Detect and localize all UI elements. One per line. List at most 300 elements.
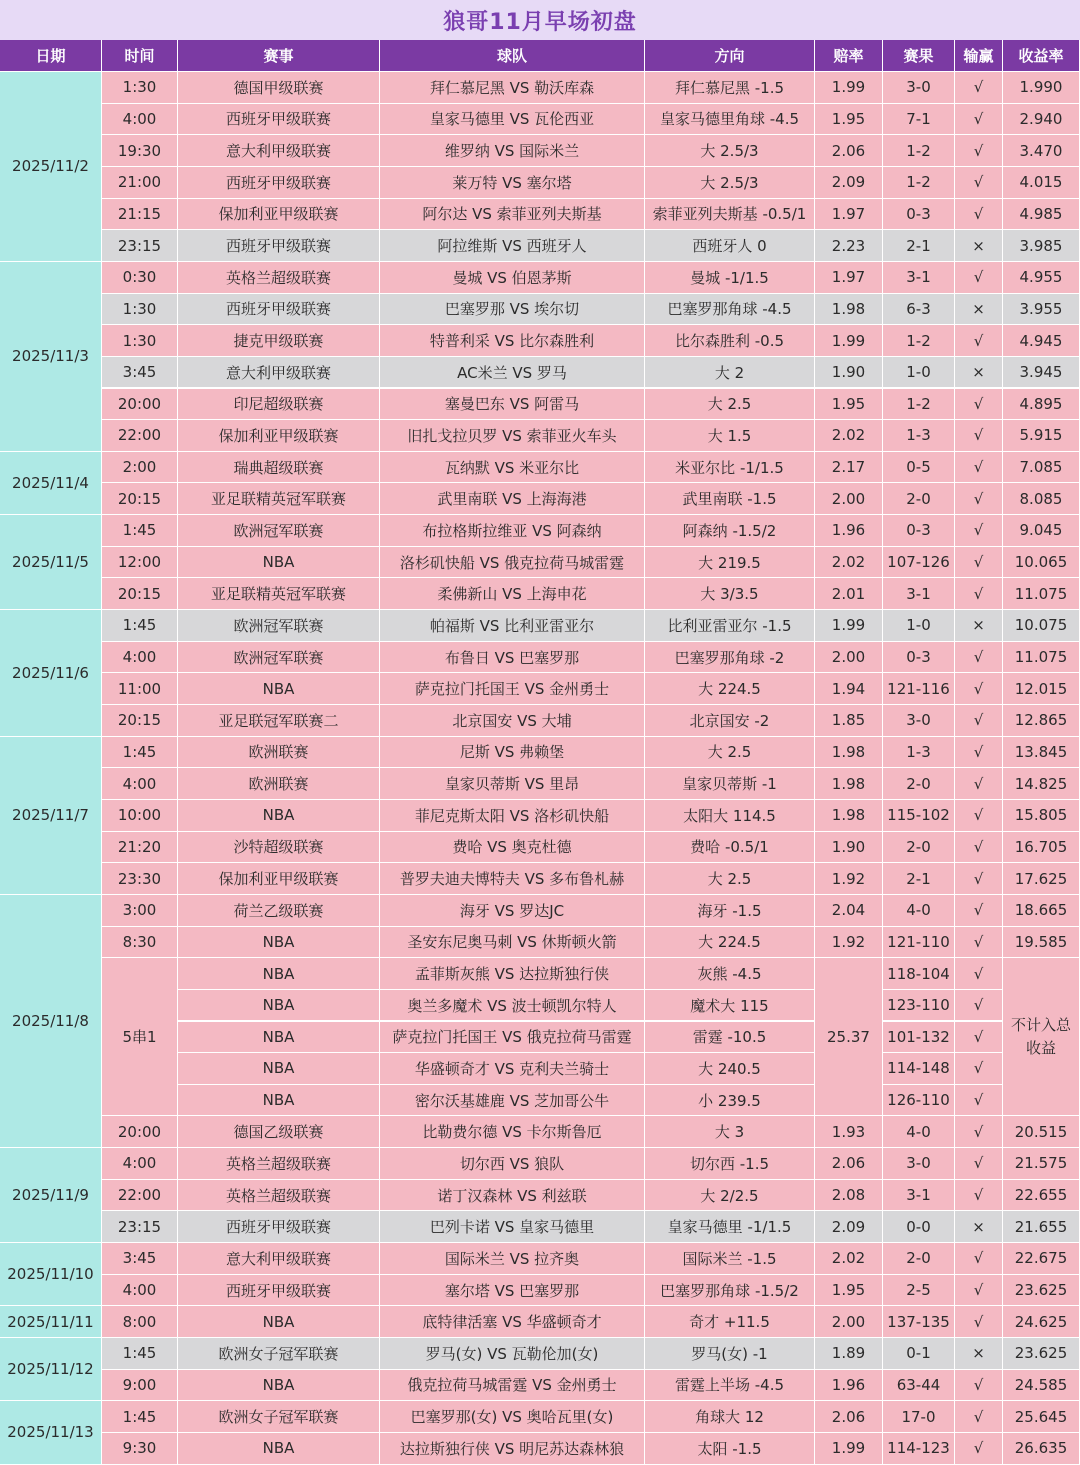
- pick-cell: 拜仁慕尼黑 -1.5: [645, 72, 815, 104]
- league-cell: NBA: [178, 1022, 380, 1054]
- pick-cell: 曼城 -1/1.5: [645, 262, 815, 294]
- teams-cell: 柔佛新山 VS 上海申花: [380, 578, 645, 610]
- teams-cell: 罗马(女) VS 瓦勒伦加(女): [380, 1338, 645, 1370]
- teams-cell: 萨克拉门托国王 VS 俄克拉荷马雷霆: [380, 1022, 645, 1054]
- league-cell: NBA: [178, 1053, 380, 1085]
- league-cell: 英格兰超级联赛: [178, 1180, 380, 1212]
- pick-cell: 太阳 -1.5: [645, 1433, 815, 1465]
- teams-cell: 切尔西 VS 狼队: [380, 1148, 645, 1180]
- profit-cell: 4.015: [1003, 167, 1080, 199]
- odds-cell: 2.04: [815, 895, 883, 927]
- time-cell: 1:30: [102, 294, 178, 326]
- odds-cell: 1.94: [815, 673, 883, 705]
- pick-cell: 魔术大 115: [645, 990, 815, 1022]
- date-cell: 2025/11/4: [0, 452, 102, 515]
- teams-cell: 洛杉矶快船 VS 俄克拉荷马城雷霆: [380, 547, 645, 579]
- profit-cell: 22.655: [1003, 1180, 1080, 1212]
- odds-cell: 1.99: [815, 610, 883, 642]
- pick-cell: 大 2.5/3: [645, 167, 815, 199]
- teams-cell: 华盛顿奇才 VS 克利夫兰骑士: [380, 1053, 645, 1085]
- profit-cell: 15.805: [1003, 800, 1080, 832]
- profit-cell: 25.645: [1003, 1401, 1080, 1433]
- odds-cell: 1.92: [815, 863, 883, 895]
- profit-cell: 10.065: [1003, 547, 1080, 579]
- time-cell: 8:00: [102, 1306, 178, 1338]
- score-cell: 4-0: [883, 1116, 955, 1148]
- result-cell: √: [955, 1085, 1003, 1117]
- league-cell: 西班牙甲级联赛: [178, 104, 380, 136]
- score-cell: 6-3: [883, 294, 955, 326]
- time-cell: 1:45: [102, 610, 178, 642]
- league-cell: 意大利甲级联赛: [178, 135, 380, 167]
- profit-cell: 19.585: [1003, 927, 1080, 959]
- teams-cell: 奥兰多魔术 VS 波士顿凯尔特人: [380, 990, 645, 1022]
- pick-cell: 阿森纳 -1.5/2: [645, 515, 815, 547]
- pick-cell: 大 2.5/3: [645, 135, 815, 167]
- odds-cell: 2.06: [815, 135, 883, 167]
- date-cell: 2025/11/12: [0, 1338, 102, 1401]
- league-cell: NBA: [178, 1370, 380, 1402]
- result-cell: √: [955, 452, 1003, 484]
- league-cell: 荷兰乙级联赛: [178, 895, 380, 927]
- odds-cell: 2.23: [815, 230, 883, 262]
- time-cell: 1:45: [102, 515, 178, 547]
- teams-cell: 布鲁日 VS 巴塞罗那: [380, 642, 645, 674]
- teams-cell: 孟菲斯灰熊 VS 达拉斯独行侠: [380, 958, 645, 990]
- teams-cell: 曼城 VS 伯恩茅斯: [380, 262, 645, 294]
- league-cell: 西班牙甲级联赛: [178, 167, 380, 199]
- profit-cell: 20.515: [1003, 1116, 1080, 1148]
- league-cell: 保加利亚甲级联赛: [178, 420, 380, 452]
- odds-cell: 2.02: [815, 547, 883, 579]
- profit-cell: 4.945: [1003, 325, 1080, 357]
- league-cell: 西班牙甲级联赛: [178, 294, 380, 326]
- league-cell: 亚足联精英冠军联赛: [178, 483, 380, 515]
- pick-cell: 大 224.5: [645, 927, 815, 959]
- league-cell: 保加利亚甲级联赛: [178, 863, 380, 895]
- parlay-profit-cell: 不计入总收益: [1003, 958, 1080, 1116]
- page-title-bar: [0, 0, 1080, 40]
- profit-cell: 12.015: [1003, 673, 1080, 705]
- profit-cell: 5.915: [1003, 420, 1080, 452]
- time-cell: 20:15: [102, 705, 178, 737]
- time-cell: 9:00: [102, 1370, 178, 1402]
- profit-cell: 3.955: [1003, 294, 1080, 326]
- time-cell: 4:00: [102, 768, 178, 800]
- score-cell: 2-0: [883, 483, 955, 515]
- league-cell: 西班牙甲级联赛: [178, 1211, 380, 1243]
- league-cell: 亚足联精英冠军联赛: [178, 578, 380, 610]
- league-cell: 欧洲联赛: [178, 737, 380, 769]
- profit-cell: 3.985: [1003, 230, 1080, 262]
- date-cell: 2025/11/9: [0, 1148, 102, 1243]
- profit-cell: 14.825: [1003, 768, 1080, 800]
- profit-cell: 11.075: [1003, 578, 1080, 610]
- league-cell: 欧洲冠军联赛: [178, 610, 380, 642]
- pick-cell: 太阳大 114.5: [645, 800, 815, 832]
- date-cell: 2025/11/5: [0, 515, 102, 610]
- score-cell: 1-0: [883, 357, 955, 389]
- score-cell: 7-1: [883, 104, 955, 136]
- time-cell: 20:00: [102, 1116, 178, 1148]
- profit-cell: 8.085: [1003, 483, 1080, 515]
- score-cell: 3-1: [883, 578, 955, 610]
- time-cell: 22:00: [102, 420, 178, 452]
- score-cell: 121-116: [883, 673, 955, 705]
- profit-cell: 11.075: [1003, 642, 1080, 674]
- teams-cell: 莱万特 VS 塞尔塔: [380, 167, 645, 199]
- odds-cell: 1.97: [815, 199, 883, 231]
- time-cell: 23:15: [102, 230, 178, 262]
- score-cell: 1-3: [883, 420, 955, 452]
- league-cell: NBA: [178, 1433, 380, 1465]
- pick-cell: 武里南联 -1.5: [645, 483, 815, 515]
- pick-cell: 费哈 -0.5/1: [645, 832, 815, 864]
- pick-cell: 小 239.5: [645, 1085, 815, 1117]
- profit-cell: 10.075: [1003, 610, 1080, 642]
- date-cell: 2025/11/8: [0, 895, 102, 1148]
- teams-cell: 海牙 VS 罗达JC: [380, 895, 645, 927]
- time-cell: 1:45: [102, 1338, 178, 1370]
- teams-cell: 阿尔达 VS 索菲亚列夫斯基: [380, 199, 645, 231]
- time-cell: 4:00: [102, 1148, 178, 1180]
- pick-cell: 雷霆上半场 -4.5: [645, 1370, 815, 1402]
- time-cell: 23:15: [102, 1211, 178, 1243]
- league-cell: NBA: [178, 1306, 380, 1338]
- header-league: 赛事: [178, 40, 380, 72]
- odds-cell: 1.98: [815, 768, 883, 800]
- result-cell: ×: [955, 230, 1003, 262]
- odds-cell: 2.00: [815, 1306, 883, 1338]
- profit-cell: 4.955: [1003, 262, 1080, 294]
- odds-cell: 2.09: [815, 167, 883, 199]
- odds-cell: 1.93: [815, 1116, 883, 1148]
- score-cell: 17-0: [883, 1401, 955, 1433]
- parlay-time-cell: 5串1: [102, 958, 178, 1116]
- profit-cell: 2.940: [1003, 104, 1080, 136]
- profit-cell: 3.945: [1003, 357, 1080, 389]
- result-cell: √: [955, 1275, 1003, 1307]
- result-cell: √: [955, 673, 1003, 705]
- league-cell: 英格兰超级联赛: [178, 1148, 380, 1180]
- result-cell: √: [955, 800, 1003, 832]
- league-cell: NBA: [178, 927, 380, 959]
- odds-cell: 1.96: [815, 1370, 883, 1402]
- score-cell: 63-44: [883, 1370, 955, 1402]
- pick-cell: 切尔西 -1.5: [645, 1148, 815, 1180]
- score-cell: 0-3: [883, 515, 955, 547]
- result-cell: ×: [955, 1338, 1003, 1370]
- score-cell: 2-0: [883, 832, 955, 864]
- result-cell: √: [955, 72, 1003, 104]
- teams-cell: 皇家贝蒂斯 VS 里昂: [380, 768, 645, 800]
- teams-cell: 塞曼巴东 VS 阿雷马: [380, 389, 645, 421]
- time-cell: 8:30: [102, 927, 178, 959]
- score-cell: 107-126: [883, 547, 955, 579]
- pick-cell: 大 2: [645, 357, 815, 389]
- teams-cell: 尼斯 VS 弗赖堡: [380, 737, 645, 769]
- header-result: 输赢: [955, 40, 1003, 72]
- teams-cell: 塞尔塔 VS 巴塞罗那: [380, 1275, 645, 1307]
- result-cell: √: [955, 1243, 1003, 1275]
- score-cell: 3-0: [883, 72, 955, 104]
- league-cell: 欧洲联赛: [178, 768, 380, 800]
- teams-cell: 特普利采 VS 比尔森胜利: [380, 325, 645, 357]
- pick-cell: 角球大 12: [645, 1401, 815, 1433]
- odds-cell: 2.08: [815, 1180, 883, 1212]
- pick-cell: 大 3: [645, 1116, 815, 1148]
- pick-cell: 海牙 -1.5: [645, 895, 815, 927]
- time-cell: 21:20: [102, 832, 178, 864]
- teams-cell: 维罗纳 VS 国际米兰: [380, 135, 645, 167]
- time-cell: 22:00: [102, 1180, 178, 1212]
- pick-cell: 皇家贝蒂斯 -1: [645, 768, 815, 800]
- result-cell: √: [955, 1022, 1003, 1054]
- score-cell: 2-5: [883, 1275, 955, 1307]
- odds-cell: 1.99: [815, 325, 883, 357]
- time-cell: 1:45: [102, 1401, 178, 1433]
- teams-cell: 阿拉维斯 VS 西班牙人: [380, 230, 645, 262]
- result-cell: √: [955, 768, 1003, 800]
- time-cell: 20:15: [102, 483, 178, 515]
- profit-cell: 21.575: [1003, 1148, 1080, 1180]
- pick-cell: 比尔森胜利 -0.5: [645, 325, 815, 357]
- time-cell: 1:30: [102, 72, 178, 104]
- date-cell: 2025/11/2: [0, 72, 102, 262]
- teams-cell: 布拉格斯拉维亚 VS 阿森纳: [380, 515, 645, 547]
- teams-cell: 菲尼克斯太阳 VS 洛杉矶快船: [380, 800, 645, 832]
- teams-cell: 密尔沃基雄鹿 VS 芝加哥公牛: [380, 1085, 645, 1117]
- odds-cell: 2.02: [815, 1243, 883, 1275]
- league-cell: 德国乙级联赛: [178, 1116, 380, 1148]
- league-cell: NBA: [178, 1085, 380, 1117]
- score-cell: 2-0: [883, 1243, 955, 1275]
- league-cell: 印尼超级联赛: [178, 389, 380, 421]
- date-cell: 2025/11/3: [0, 262, 102, 452]
- odds-cell: 2.06: [815, 1401, 883, 1433]
- result-cell: √: [955, 1053, 1003, 1085]
- score-cell: 101-132: [883, 1022, 955, 1054]
- pick-cell: 巴塞罗那角球 -4.5: [645, 294, 815, 326]
- odds-cell: 1.90: [815, 832, 883, 864]
- result-cell: √: [955, 1116, 1003, 1148]
- score-cell: 115-102: [883, 800, 955, 832]
- teams-cell: 底特律活塞 VS 华盛顿奇才: [380, 1306, 645, 1338]
- time-cell: 4:00: [102, 1275, 178, 1307]
- pick-cell: 奇才 +11.5: [645, 1306, 815, 1338]
- pick-cell: 米亚尔比 -1/1.5: [645, 452, 815, 484]
- odds-cell: 2.17: [815, 452, 883, 484]
- teams-cell: 费哈 VS 奥克杜德: [380, 832, 645, 864]
- result-cell: √: [955, 1180, 1003, 1212]
- pick-cell: 西班牙人 0: [645, 230, 815, 262]
- pick-cell: 皇家马德里角球 -4.5: [645, 104, 815, 136]
- score-cell: 4-0: [883, 895, 955, 927]
- league-cell: NBA: [178, 673, 380, 705]
- league-cell: 欧洲冠军联赛: [178, 515, 380, 547]
- score-cell: 118-104: [883, 958, 955, 990]
- time-cell: 11:00: [102, 673, 178, 705]
- score-cell: 1-0: [883, 610, 955, 642]
- result-cell: √: [955, 1148, 1003, 1180]
- parlay-odds-cell: 25.37: [815, 958, 883, 1116]
- league-cell: 瑞典超级联赛: [178, 452, 380, 484]
- odds-cell: 2.06: [815, 1148, 883, 1180]
- result-cell: √: [955, 832, 1003, 864]
- result-cell: √: [955, 1433, 1003, 1465]
- teams-cell: 拜仁慕尼黑 VS 勒沃库森: [380, 72, 645, 104]
- time-cell: 2:00: [102, 452, 178, 484]
- pick-cell: 皇家马德里 -1/1.5: [645, 1211, 815, 1243]
- header-odds: 赔率: [815, 40, 883, 72]
- profit-cell: 9.045: [1003, 515, 1080, 547]
- teams-cell: 瓦纳默 VS 米亚尔比: [380, 452, 645, 484]
- result-cell: √: [955, 135, 1003, 167]
- pick-cell: 大 1.5: [645, 420, 815, 452]
- result-cell: √: [955, 1370, 1003, 1402]
- result-cell: √: [955, 737, 1003, 769]
- score-cell: 1-2: [883, 389, 955, 421]
- league-cell: 保加利亚甲级联赛: [178, 199, 380, 231]
- result-cell: √: [955, 262, 1003, 294]
- teams-cell: 普罗夫迪夫博特夫 VS 多布鲁札赫: [380, 863, 645, 895]
- teams-cell: 萨克拉门托国王 VS 金州勇士: [380, 673, 645, 705]
- odds-cell: 1.99: [815, 72, 883, 104]
- score-cell: 123-110: [883, 990, 955, 1022]
- profit-cell: 3.470: [1003, 135, 1080, 167]
- result-cell: √: [955, 1401, 1003, 1433]
- profit-cell: 24.625: [1003, 1306, 1080, 1338]
- time-cell: 9:30: [102, 1433, 178, 1465]
- odds-cell: 1.97: [815, 262, 883, 294]
- profit-cell: 1.990: [1003, 72, 1080, 104]
- time-cell: 21:15: [102, 199, 178, 231]
- result-cell: √: [955, 104, 1003, 136]
- result-cell: ×: [955, 357, 1003, 389]
- league-cell: 意大利甲级联赛: [178, 1243, 380, 1275]
- result-cell: √: [955, 895, 1003, 927]
- score-cell: 3-1: [883, 1180, 955, 1212]
- league-cell: 欧洲女子冠军联赛: [178, 1338, 380, 1370]
- result-cell: √: [955, 515, 1003, 547]
- result-cell: √: [955, 1306, 1003, 1338]
- teams-cell: 俄克拉荷马城雷霆 VS 金州勇士: [380, 1370, 645, 1402]
- result-cell: √: [955, 990, 1003, 1022]
- score-cell: 0-3: [883, 642, 955, 674]
- result-cell: √: [955, 863, 1003, 895]
- teams-cell: 诺丁汉森林 VS 利兹联: [380, 1180, 645, 1212]
- header-score: 赛果: [883, 40, 955, 72]
- score-cell: 2-0: [883, 768, 955, 800]
- time-cell: 19:30: [102, 135, 178, 167]
- date-cell: 2025/11/10: [0, 1243, 102, 1306]
- teams-cell: 国际米兰 VS 拉齐奥: [380, 1243, 645, 1275]
- teams-cell: 帕福斯 VS 比利亚雷亚尔: [380, 610, 645, 642]
- odds-cell: 2.01: [815, 578, 883, 610]
- page-title: 狼哥11月早场初盘: [443, 9, 637, 35]
- odds-cell: 1.85: [815, 705, 883, 737]
- profit-cell: 18.665: [1003, 895, 1080, 927]
- teams-cell: 达拉斯独行侠 VS 明尼苏达森林狼: [380, 1433, 645, 1465]
- result-cell: ×: [955, 1211, 1003, 1243]
- result-cell: √: [955, 199, 1003, 231]
- result-cell: √: [955, 389, 1003, 421]
- teams-cell: 皇家马德里 VS 瓦伦西亚: [380, 104, 645, 136]
- score-cell: 1-2: [883, 135, 955, 167]
- teams-cell: 北京国安 VS 大埔: [380, 705, 645, 737]
- odds-cell: 1.89: [815, 1338, 883, 1370]
- pick-cell: 大 3/3.5: [645, 578, 815, 610]
- profit-cell: 4.985: [1003, 199, 1080, 231]
- pick-cell: 巴塞罗那角球 -2: [645, 642, 815, 674]
- league-cell: 意大利甲级联赛: [178, 357, 380, 389]
- league-cell: 德国甲级联赛: [178, 72, 380, 104]
- odds-cell: 1.98: [815, 800, 883, 832]
- profit-cell: 21.655: [1003, 1211, 1080, 1243]
- score-cell: 0-0: [883, 1211, 955, 1243]
- league-cell: NBA: [178, 990, 380, 1022]
- odds-cell: 1.90: [815, 357, 883, 389]
- teams-cell: 圣安东尼奥马刺 VS 休斯顿火箭: [380, 927, 645, 959]
- teams-cell: AC米兰 VS 罗马: [380, 357, 645, 389]
- odds-cell: 1.99: [815, 1433, 883, 1465]
- result-cell: √: [955, 578, 1003, 610]
- result-cell: √: [955, 420, 1003, 452]
- result-cell: √: [955, 958, 1003, 990]
- league-cell: NBA: [178, 547, 380, 579]
- pick-cell: 大 224.5: [645, 673, 815, 705]
- date-cell: 2025/11/13: [0, 1401, 102, 1464]
- result-cell: ×: [955, 294, 1003, 326]
- league-cell: 沙特超级联赛: [178, 832, 380, 864]
- time-cell: 3:45: [102, 357, 178, 389]
- profit-cell: 24.585: [1003, 1370, 1080, 1402]
- header-pick: 方向: [645, 40, 815, 72]
- score-cell: 2-1: [883, 230, 955, 262]
- date-cell: 2025/11/11: [0, 1306, 102, 1338]
- header-teams: 球队: [380, 40, 645, 72]
- odds-cell: 1.95: [815, 389, 883, 421]
- score-cell: 121-110: [883, 927, 955, 959]
- pick-cell: 大 2.5: [645, 737, 815, 769]
- profit-cell: 7.085: [1003, 452, 1080, 484]
- score-cell: 114-148: [883, 1053, 955, 1085]
- odds-cell: 1.96: [815, 515, 883, 547]
- date-cell: 2025/11/7: [0, 737, 102, 895]
- result-cell: ×: [955, 610, 1003, 642]
- pick-cell: 国际米兰 -1.5: [645, 1243, 815, 1275]
- pick-cell: 大 2/2.5: [645, 1180, 815, 1212]
- header-time: 时间: [102, 40, 178, 72]
- pick-cell: 巴塞罗那角球 -1.5/2: [645, 1275, 815, 1307]
- time-cell: 1:30: [102, 325, 178, 357]
- header-date: 日期: [0, 40, 102, 72]
- score-cell: 3-0: [883, 705, 955, 737]
- result-cell: √: [955, 483, 1003, 515]
- pick-cell: 索菲亚列夫斯基 -0.5/1: [645, 199, 815, 231]
- result-cell: √: [955, 927, 1003, 959]
- league-cell: 英格兰超级联赛: [178, 262, 380, 294]
- teams-cell: 巴塞罗那 VS 埃尔切: [380, 294, 645, 326]
- result-cell: √: [955, 325, 1003, 357]
- profit-cell: 13.845: [1003, 737, 1080, 769]
- time-cell: 4:00: [102, 104, 178, 136]
- profit-cell: 12.865: [1003, 705, 1080, 737]
- result-cell: √: [955, 547, 1003, 579]
- teams-cell: 武里南联 VS 上海海港: [380, 483, 645, 515]
- league-cell: NBA: [178, 800, 380, 832]
- odds-cell: 2.00: [815, 642, 883, 674]
